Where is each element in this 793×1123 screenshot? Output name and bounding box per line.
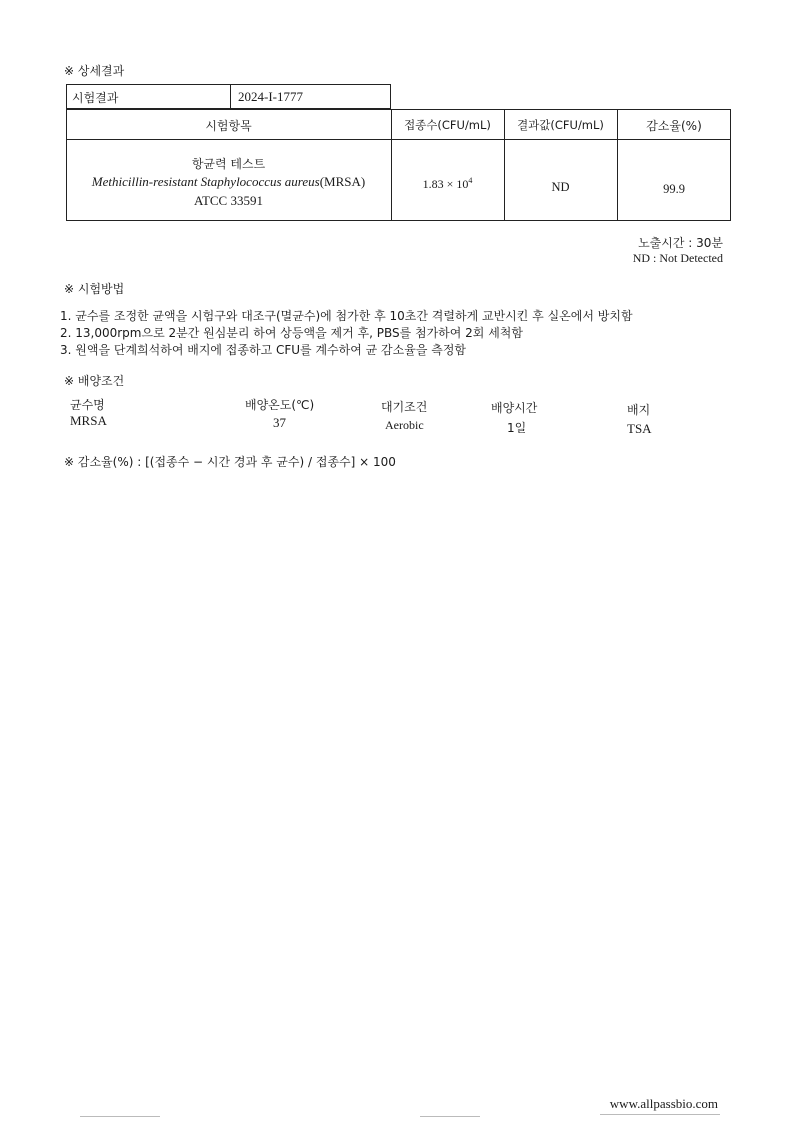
col-header-inoculum: 접종수(CFU/mL) [404, 118, 491, 132]
test-method-title: ※ 시험방법 [64, 282, 125, 296]
scan-mark [420, 1116, 480, 1117]
method-step-3: 3. 원액을 단계희석하여 배지에 접종하고 CFU를 계수하여 균 감소율을 측정함 [60, 343, 467, 357]
culture-label-atmosphere: 대기조건 [381, 400, 428, 414]
culture-label-time: 배양시간 [491, 401, 538, 415]
culture-label-temperature: 배양온도(℃) [245, 398, 315, 412]
culture-organism: MRSA [70, 413, 107, 428]
test-name: 항균력 테스트 [191, 157, 266, 171]
detail-results-title: ※ 상세결과 [64, 64, 125, 78]
nd-note: ND : Not Detected [632, 251, 723, 265]
culture-atmosphere: Aerobic [385, 418, 424, 432]
test-organism [66, 174, 391, 190]
strain-id: ATCC 33591 [194, 193, 263, 208]
organism-name: Methicillin-resistant Staphylococcus aureus [91, 174, 320, 189]
scan-mark [600, 1114, 720, 1115]
divider [230, 84, 231, 109]
culture-conditions-title: ※ 배양조건 [64, 374, 125, 388]
scan-mark [80, 1116, 160, 1117]
reduction-value: 99.9 [663, 182, 685, 196]
culture-label-medium: 배지 [627, 403, 651, 417]
col-header-item: 시험항목 [205, 119, 252, 133]
inoculum-exponent: 4 [468, 176, 473, 185]
exposure-time-note: 노출시간 : 30분 [638, 236, 723, 250]
culture-time: 1일 [507, 421, 527, 435]
report-number: 2024-I-1777 [238, 89, 303, 104]
reduction-formula: ※ 감소율(%) : [(접종수 − 시간 경과 후 균수) / 접종수] × 100 [64, 455, 396, 469]
result-label: 시험결과 [72, 91, 119, 105]
footer-website: www.allpassbio.com [609, 1096, 718, 1111]
result-value: ND [551, 180, 570, 194]
organism-abbrev: (MRSA) [319, 174, 366, 189]
table-header-divider [66, 139, 731, 140]
method-step-2: 2. 13,000rpm으로 2분간 원심분리 하여 상등액을 제거 후, PBS를 첨가하여 2회 세척함 [60, 326, 523, 340]
culture-medium: TSA [627, 421, 652, 436]
method-step-1: 1. 균수를 조정한 균액을 시험구와 대조구(멸균수)에 첨가한 후 10초간 격렬하게 교반시킨 후 실온에서 방치함 [60, 309, 633, 323]
culture-temperature: 37 [273, 415, 286, 430]
col-header-result: 결과값(CFU/mL) [517, 118, 604, 132]
col-header-reduction: 감소율(%) [646, 119, 702, 133]
inoculum-value [391, 176, 504, 192]
inoculum-base: 1.83 × 10 [422, 177, 469, 191]
culture-label-organism: 균수명 [70, 398, 105, 412]
